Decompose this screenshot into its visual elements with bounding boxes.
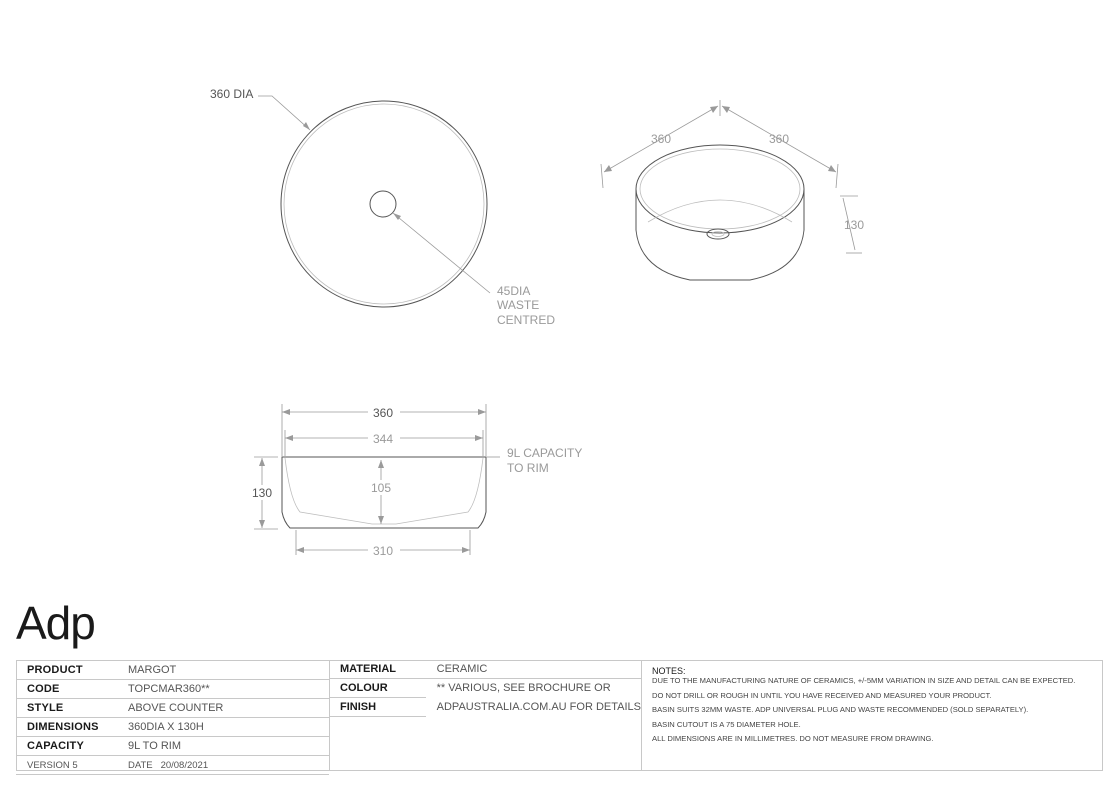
waste-label-3: CENTRED — [497, 313, 556, 327]
iso-height: 130 — [844, 218, 865, 232]
spec-row — [16, 680, 329, 699]
spec-key: DIMENSIONS — [16, 718, 117, 737]
section-overall-width: 360 — [373, 406, 394, 420]
spec-table — [16, 660, 329, 775]
waste-leader — [393, 213, 490, 293]
notes-list — [652, 667, 1097, 750]
version-row — [16, 756, 329, 775]
iso-width-left: 360 — [651, 132, 672, 146]
spec-value: TOPCMAR360** — [117, 680, 329, 699]
basin-outer-rim — [281, 101, 487, 307]
waste-hole — [370, 191, 396, 217]
dia-leader — [258, 96, 310, 130]
date-label: DATE — [128, 759, 153, 771]
note-item: DO NOT DRILL OR ROUGH IN UNTIL YOU HAVE RECEIVED AND MEASURED YOUR PRODUCT. — [652, 690, 992, 700]
spec-value: ABOVE COUNTER — [117, 699, 329, 718]
waste-label-2: WASTE — [497, 298, 540, 312]
spec-row — [16, 718, 329, 737]
material-row — [329, 698, 641, 717]
material-value: ADPAUSTRALIA.COM.AU FOR DETAILS — [436, 701, 641, 713]
spec-key: STYLE — [16, 699, 117, 718]
section-inner-depth: 105 — [371, 481, 392, 495]
capacity-label-2: TO RIM — [507, 461, 549, 475]
material-key: COLOUR — [329, 679, 426, 698]
spec-value: 360DIA X 130H — [117, 718, 329, 737]
section-view — [250, 404, 582, 558]
spec-key: CODE — [16, 680, 117, 699]
date-value: 20/08/2021 — [160, 759, 209, 771]
section-base-width: 310 — [373, 544, 394, 558]
spec-row — [16, 661, 329, 680]
iso-rim — [636, 145, 804, 233]
material-value: ** VARIOUS, SEE BROCHURE OR — [436, 682, 611, 695]
material-table — [329, 660, 641, 717]
version-label: VERSION 5 — [16, 756, 117, 775]
iso-view — [601, 100, 864, 280]
note-item: DUE TO THE MANUFACTURING NATURE OF CERAMICS, +/-5MM VARIATION IN SIZE AND DETAIL CAN BE EXPECTED. — [652, 676, 1076, 685]
note-item: BASIN CUTOUT IS A 75 DIAMETER HOLE. — [652, 719, 801, 729]
iso-width-right: 360 — [769, 132, 790, 146]
note-item: ALL DIMENSIONS ARE IN MILLIMETRES. DO NOT MEASURE FROM DRAWING. — [652, 734, 934, 744]
material-value: CERAMIC — [426, 660, 641, 679]
iso-body — [636, 189, 804, 280]
material-row — [329, 660, 641, 679]
spec-key: CAPACITY — [16, 737, 117, 756]
dia-label: 360 DIA — [210, 87, 254, 101]
spec-key: PRODUCT — [16, 661, 117, 680]
iso-inner-rim — [640, 149, 800, 229]
iso-bowl-inside — [648, 200, 792, 222]
material-key: MATERIAL — [329, 660, 426, 679]
section-inner-width: 344 — [373, 432, 394, 446]
capacity-label-1: 9L CAPACITY — [507, 446, 583, 460]
notes-title: NOTES: — [652, 666, 686, 676]
basin-inner-rim — [284, 104, 484, 304]
waste-label-1: 45DIA — [497, 284, 531, 298]
spec-row — [16, 699, 329, 718]
adp-logo: Adp — [16, 597, 95, 649]
section-overall-height: 130 — [252, 486, 273, 500]
material-row — [329, 679, 641, 698]
spec-value: MARGOT — [117, 661, 329, 680]
plan-view — [210, 87, 555, 327]
spec-row — [16, 737, 329, 756]
spec-value: 9L TO RIM — [117, 737, 329, 756]
iso-waste — [707, 229, 729, 239]
material-key: FINISH — [329, 698, 426, 717]
note-item: BASIN SUITS 32MM WASTE. ADP UNIVERSAL PLUG AND WASTE RECOMMENDED (SOLD SEPARATELY). — [652, 705, 1029, 715]
